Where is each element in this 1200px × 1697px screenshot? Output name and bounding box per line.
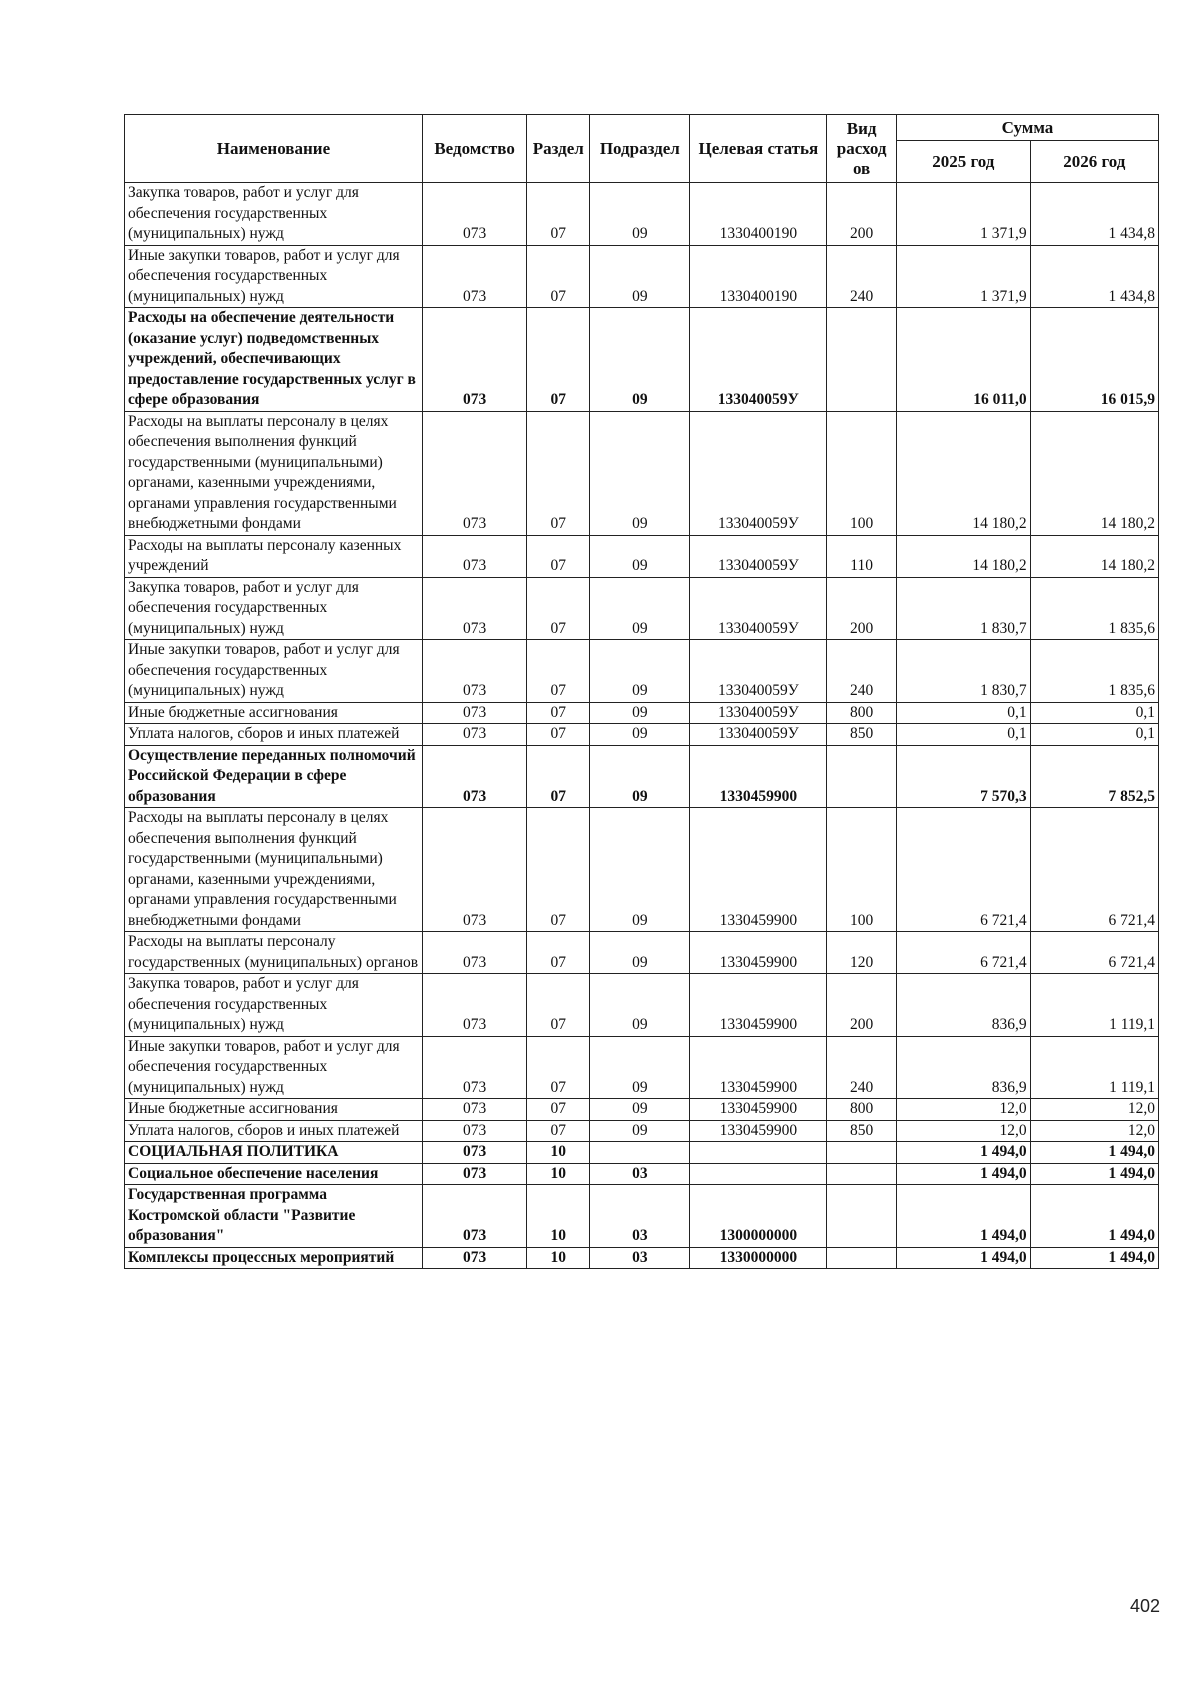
row-razdel: 07 — [527, 411, 590, 535]
row-razdel: 07 — [527, 974, 590, 1037]
row-vid-raskhodov — [827, 745, 897, 808]
table-row — [125, 1036, 1159, 1099]
row-sum-2026: 1 494,0 — [1030, 1142, 1158, 1164]
row-tselevaya-statya: 133040059У — [690, 640, 827, 703]
row-name: СОЦИАЛЬНАЯ ПОЛИТИКА — [125, 1142, 423, 1164]
table-row — [125, 1142, 1159, 1164]
row-sum-2025: 836,9 — [896, 974, 1030, 1037]
row-sum-2026: 12,0 — [1030, 1099, 1158, 1121]
row-vid-raskhodov: 850 — [827, 724, 897, 746]
row-sum-2025: 1 830,7 — [896, 640, 1030, 703]
row-sum-2025: 1 371,9 — [896, 183, 1030, 246]
row-sum-2026: 12,0 — [1030, 1120, 1158, 1142]
row-tselevaya-statya: 1330400190 — [690, 183, 827, 246]
row-tselevaya-statya: 1300000000 — [690, 1185, 827, 1248]
row-razdel: 07 — [527, 745, 590, 808]
row-vedomstvo: 073 — [422, 1142, 526, 1164]
row-sum-2025: 1 830,7 — [896, 577, 1030, 640]
row-name: Осуществление переданных полномочий Российской Федерации в сфере образования — [125, 745, 423, 808]
row-tselevaya-statya: 1330459900 — [690, 1099, 827, 1121]
row-tselevaya-statya — [690, 1163, 827, 1185]
row-vedomstvo: 073 — [422, 974, 526, 1037]
row-sum-2026: 1 835,6 — [1030, 640, 1158, 703]
row-sum-2026: 1 835,6 — [1030, 577, 1158, 640]
row-vid-raskhodov: 120 — [827, 932, 897, 974]
row-vedomstvo: 073 — [422, 1247, 526, 1269]
row-name: Комплексы процессных мероприятий — [125, 1247, 423, 1269]
row-sum-2025: 1 494,0 — [896, 1163, 1030, 1185]
table-row — [125, 1247, 1159, 1269]
row-razdel: 07 — [527, 1099, 590, 1121]
row-name: Закупка товаров, работ и услуг для обеспечения государственных (муниципальных) нужд — [125, 974, 423, 1037]
row-name: Иные бюджетные ассигнования — [125, 1099, 423, 1121]
row-tselevaya-statya: 1330400190 — [690, 245, 827, 308]
row-razdel: 07 — [527, 808, 590, 932]
header-podrazdel: Подраздел — [590, 115, 690, 183]
row-razdel: 07 — [527, 535, 590, 577]
table-row — [125, 245, 1159, 308]
row-razdel: 07 — [527, 308, 590, 412]
row-vid-raskhodov: 100 — [827, 411, 897, 535]
row-name: Закупка товаров, работ и услуг для обеспечения государственных (муниципальных) нужд — [125, 577, 423, 640]
table-body — [125, 183, 1159, 1269]
table-row — [125, 577, 1159, 640]
row-razdel: 10 — [527, 1185, 590, 1248]
header-summa: Сумма — [896, 115, 1158, 141]
row-podrazdel: 09 — [590, 724, 690, 746]
row-vedomstvo: 073 — [422, 1163, 526, 1185]
row-sum-2026: 7 852,5 — [1030, 745, 1158, 808]
row-razdel: 07 — [527, 1036, 590, 1099]
row-vid-raskhodov: 240 — [827, 245, 897, 308]
row-name: Закупка товаров, работ и услуг для обеспечения государственных (муниципальных) нужд — [125, 183, 423, 246]
table-row — [125, 308, 1159, 412]
row-tselevaya-statya: 133040059У — [690, 411, 827, 535]
row-tselevaya-statya: 1330459900 — [690, 1036, 827, 1099]
budget-table — [124, 114, 1159, 1269]
row-vid-raskhodov: 850 — [827, 1120, 897, 1142]
row-vedomstvo: 073 — [422, 535, 526, 577]
row-name: Социальное обеспечение населения — [125, 1163, 423, 1185]
row-vid-raskhodov: 100 — [827, 808, 897, 932]
row-podrazdel: 09 — [590, 183, 690, 246]
row-sum-2025: 7 570,3 — [896, 745, 1030, 808]
row-tselevaya-statya: 133040059У — [690, 702, 827, 724]
row-tselevaya-statya: 1330459900 — [690, 932, 827, 974]
row-vid-raskhodov — [827, 1142, 897, 1164]
row-vedomstvo: 073 — [422, 1120, 526, 1142]
row-vid-raskhodov: 200 — [827, 974, 897, 1037]
row-sum-2026: 1 494,0 — [1030, 1163, 1158, 1185]
row-name: Расходы на выплаты персоналу в целях обеспечения выполнения функций государственными (муниципальными) органами, казенными учреждениями, органами управления государственными внебюджетными фондами — [125, 808, 423, 932]
row-name: Иные закупки товаров, работ и услуг для обеспечения государственных (муниципальных) нужд — [125, 640, 423, 703]
row-name: Уплата налогов, сборов и иных платежей — [125, 724, 423, 746]
row-tselevaya-statya: 133040059У — [690, 308, 827, 412]
row-name: Расходы на выплаты персоналу государственных (муниципальных) органов — [125, 932, 423, 974]
row-vedomstvo: 073 — [422, 183, 526, 246]
table-row — [125, 745, 1159, 808]
row-sum-2026: 1 434,8 — [1030, 183, 1158, 246]
row-sum-2026: 1 119,1 — [1030, 974, 1158, 1037]
row-vedomstvo: 073 — [422, 1185, 526, 1248]
row-sum-2025: 1 371,9 — [896, 245, 1030, 308]
row-sum-2025: 1 494,0 — [896, 1142, 1030, 1164]
row-razdel: 10 — [527, 1247, 590, 1269]
row-sum-2025: 12,0 — [896, 1120, 1030, 1142]
row-sum-2025: 836,9 — [896, 1036, 1030, 1099]
row-podrazdel: 09 — [590, 308, 690, 412]
row-sum-2026: 14 180,2 — [1030, 535, 1158, 577]
row-razdel: 07 — [527, 702, 590, 724]
row-tselevaya-statya: 133040059У — [690, 724, 827, 746]
row-vedomstvo: 073 — [422, 702, 526, 724]
row-razdel: 07 — [527, 932, 590, 974]
row-vedomstvo: 073 — [422, 932, 526, 974]
row-name: Расходы на выплаты персоналу казенных учреждений — [125, 535, 423, 577]
header-year-2025: 2025 год — [896, 141, 1030, 183]
row-razdel: 07 — [527, 724, 590, 746]
row-podrazdel: 09 — [590, 808, 690, 932]
row-name: Уплата налогов, сборов и иных платежей — [125, 1120, 423, 1142]
row-vid-raskhodov — [827, 1247, 897, 1269]
header-vid-raskhodov: Вид расход ов — [827, 115, 897, 183]
row-podrazdel: 09 — [590, 245, 690, 308]
row-podrazdel: 03 — [590, 1185, 690, 1248]
row-sum-2026: 1 494,0 — [1030, 1185, 1158, 1248]
row-razdel: 07 — [527, 577, 590, 640]
row-vedomstvo: 073 — [422, 808, 526, 932]
row-razdel: 07 — [527, 640, 590, 703]
table-row — [125, 183, 1159, 246]
row-vedomstvo: 073 — [422, 411, 526, 535]
row-razdel: 07 — [527, 183, 590, 246]
table-row — [125, 411, 1159, 535]
table-row — [125, 1120, 1159, 1142]
row-tselevaya-statya: 133040059У — [690, 577, 827, 640]
row-vedomstvo: 073 — [422, 724, 526, 746]
row-sum-2025: 16 011,0 — [896, 308, 1030, 412]
table-row — [125, 1099, 1159, 1121]
table-row — [125, 640, 1159, 703]
row-sum-2025: 0,1 — [896, 724, 1030, 746]
row-name: Иные закупки товаров, работ и услуг для обеспечения государственных (муниципальных) нужд — [125, 245, 423, 308]
row-sum-2025: 14 180,2 — [896, 411, 1030, 535]
row-podrazdel — [590, 1142, 690, 1164]
row-vedomstvo: 073 — [422, 308, 526, 412]
row-vid-raskhodov — [827, 1163, 897, 1185]
row-vedomstvo: 073 — [422, 640, 526, 703]
row-sum-2026: 16 015,9 — [1030, 308, 1158, 412]
row-vid-raskhodov — [827, 308, 897, 412]
row-podrazdel: 03 — [590, 1247, 690, 1269]
row-vedomstvo: 073 — [422, 1036, 526, 1099]
row-sum-2026: 14 180,2 — [1030, 411, 1158, 535]
row-vid-raskhodov: 240 — [827, 1036, 897, 1099]
row-podrazdel: 09 — [590, 1099, 690, 1121]
row-podrazdel: 09 — [590, 1036, 690, 1099]
header-razdel: Раздел — [527, 115, 590, 183]
table-row — [125, 1185, 1159, 1248]
row-vedomstvo: 073 — [422, 1099, 526, 1121]
row-name: Государственная программа Костромской области "Развитие образования" — [125, 1185, 423, 1248]
row-sum-2026: 1 119,1 — [1030, 1036, 1158, 1099]
row-vid-raskhodov — [827, 1185, 897, 1248]
row-podrazdel: 09 — [590, 577, 690, 640]
table-row — [125, 702, 1159, 724]
row-tselevaya-statya: 1330459900 — [690, 1120, 827, 1142]
row-sum-2025: 6 721,4 — [896, 808, 1030, 932]
header-year-2026: 2026 год — [1030, 141, 1158, 183]
row-sum-2025: 14 180,2 — [896, 535, 1030, 577]
table-row — [125, 1163, 1159, 1185]
row-podrazdel: 09 — [590, 745, 690, 808]
row-razdel: 07 — [527, 245, 590, 308]
table-row — [125, 974, 1159, 1037]
row-sum-2026: 1 434,8 — [1030, 245, 1158, 308]
row-vid-raskhodov: 200 — [827, 183, 897, 246]
row-podrazdel: 09 — [590, 411, 690, 535]
row-sum-2025: 1 494,0 — [896, 1185, 1030, 1248]
row-sum-2026: 6 721,4 — [1030, 808, 1158, 932]
row-sum-2025: 6 721,4 — [896, 932, 1030, 974]
table-row — [125, 724, 1159, 746]
row-tselevaya-statya: 1330459900 — [690, 745, 827, 808]
row-podrazdel: 03 — [590, 1163, 690, 1185]
table-row — [125, 535, 1159, 577]
header-name: Наименование — [125, 115, 423, 183]
row-sum-2025: 1 494,0 — [896, 1247, 1030, 1269]
row-sum-2026: 6 721,4 — [1030, 932, 1158, 974]
row-podrazdel: 09 — [590, 1120, 690, 1142]
row-vid-raskhodov: 800 — [827, 1099, 897, 1121]
row-vid-raskhodov: 800 — [827, 702, 897, 724]
row-razdel: 07 — [527, 1120, 590, 1142]
header-vedomstvo: Ведомство — [422, 115, 526, 183]
row-tselevaya-statya: 1330459900 — [690, 974, 827, 1037]
row-vid-raskhodov: 200 — [827, 577, 897, 640]
row-sum-2026: 0,1 — [1030, 724, 1158, 746]
table-row — [125, 808, 1159, 932]
row-razdel: 10 — [527, 1142, 590, 1164]
row-podrazdel: 09 — [590, 932, 690, 974]
page-number: 402 — [1129, 1596, 1160, 1616]
row-name: Расходы на выплаты персоналу в целях обеспечения выполнения функций государственными (муниципальными) органами, казенными учреждениями, органами управления государственными внебюджетными фондами — [125, 411, 423, 535]
row-razdel: 10 — [527, 1163, 590, 1185]
row-podrazdel: 09 — [590, 640, 690, 703]
row-name: Иные закупки товаров, работ и услуг для обеспечения государственных (муниципальных) нужд — [125, 1036, 423, 1099]
row-sum-2025: 12,0 — [896, 1099, 1030, 1121]
row-name: Расходы на обеспечение деятельности (оказание услуг) подведомственных учреждений, обеспечивающих предоставление государственных услуг в сфере образования — [125, 308, 423, 412]
row-tselevaya-statya: 1330000000 — [690, 1247, 827, 1269]
row-vedomstvo: 073 — [422, 577, 526, 640]
table-header — [125, 115, 1159, 183]
row-podrazdel: 09 — [590, 702, 690, 724]
row-podrazdel: 09 — [590, 974, 690, 1037]
row-vedomstvo: 073 — [422, 745, 526, 808]
header-tselevaya-statya: Целевая статья — [690, 115, 827, 183]
row-vid-raskhodov: 240 — [827, 640, 897, 703]
row-vedomstvo: 073 — [422, 245, 526, 308]
row-tselevaya-statya: 133040059У — [690, 535, 827, 577]
row-podrazdel: 09 — [590, 535, 690, 577]
row-tselevaya-statya — [690, 1142, 827, 1164]
row-sum-2026: 1 494,0 — [1030, 1247, 1158, 1269]
row-sum-2025: 0,1 — [896, 702, 1030, 724]
row-tselevaya-statya: 1330459900 — [690, 808, 827, 932]
row-name: Иные бюджетные ассигнования — [125, 702, 423, 724]
table-row — [125, 932, 1159, 974]
row-vid-raskhodov: 110 — [827, 535, 897, 577]
row-sum-2026: 0,1 — [1030, 702, 1158, 724]
